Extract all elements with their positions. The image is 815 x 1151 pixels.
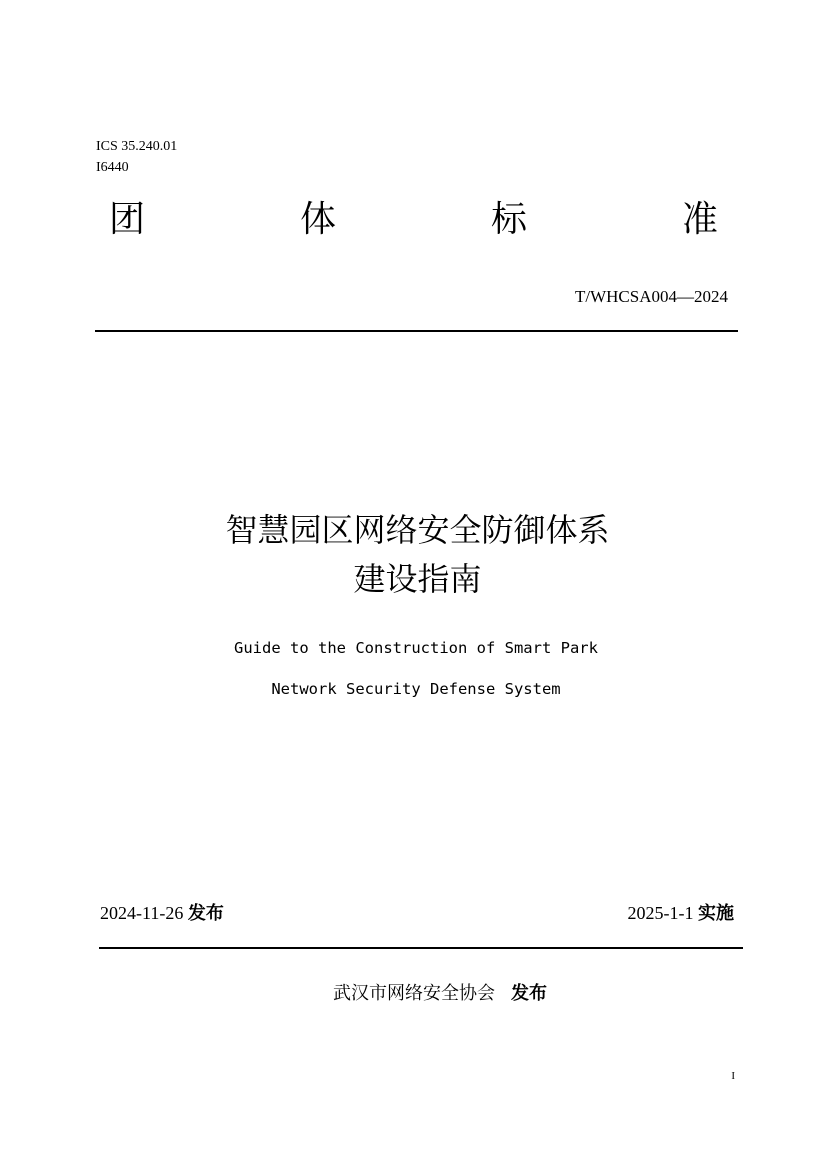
issue-date: 2024-11-26 <box>100 903 184 923</box>
page-number: I <box>731 1070 735 1082</box>
title-chinese-line-1: 智慧园区网络安全防御体系 <box>225 511 610 549</box>
publisher-name: 武汉市网络安全协会 <box>333 983 495 1003</box>
title-english-line-1: Guide to the Construction of Smart Park <box>234 639 598 657</box>
implementation-label: 实施 <box>698 903 734 924</box>
bottom-divider <box>99 947 743 949</box>
publisher-line <box>0 980 815 1007</box>
header-char-4: 准 <box>682 199 719 240</box>
title-english-line-2: Network Security Defense System <box>271 680 561 698</box>
issue-label: 发布 <box>187 903 224 924</box>
implementation-date: 2025-1-1 <box>627 903 694 923</box>
publisher-label: 发布 <box>511 983 547 1004</box>
implementation-date-line <box>628 900 735 927</box>
ics-code: ICS 35.240.01 <box>96 139 178 154</box>
header-char-3: 标 <box>491 199 528 240</box>
header-char-2: 体 <box>300 199 337 240</box>
title-chinese-line-2: 建设指南 <box>353 560 482 598</box>
top-divider <box>95 330 738 332</box>
issue-date-line <box>100 900 224 927</box>
standard-number: T/WHCSA004—2024 <box>575 287 728 306</box>
ccs-code: I6440 <box>96 160 129 175</box>
header-char-1: 团 <box>109 199 146 240</box>
